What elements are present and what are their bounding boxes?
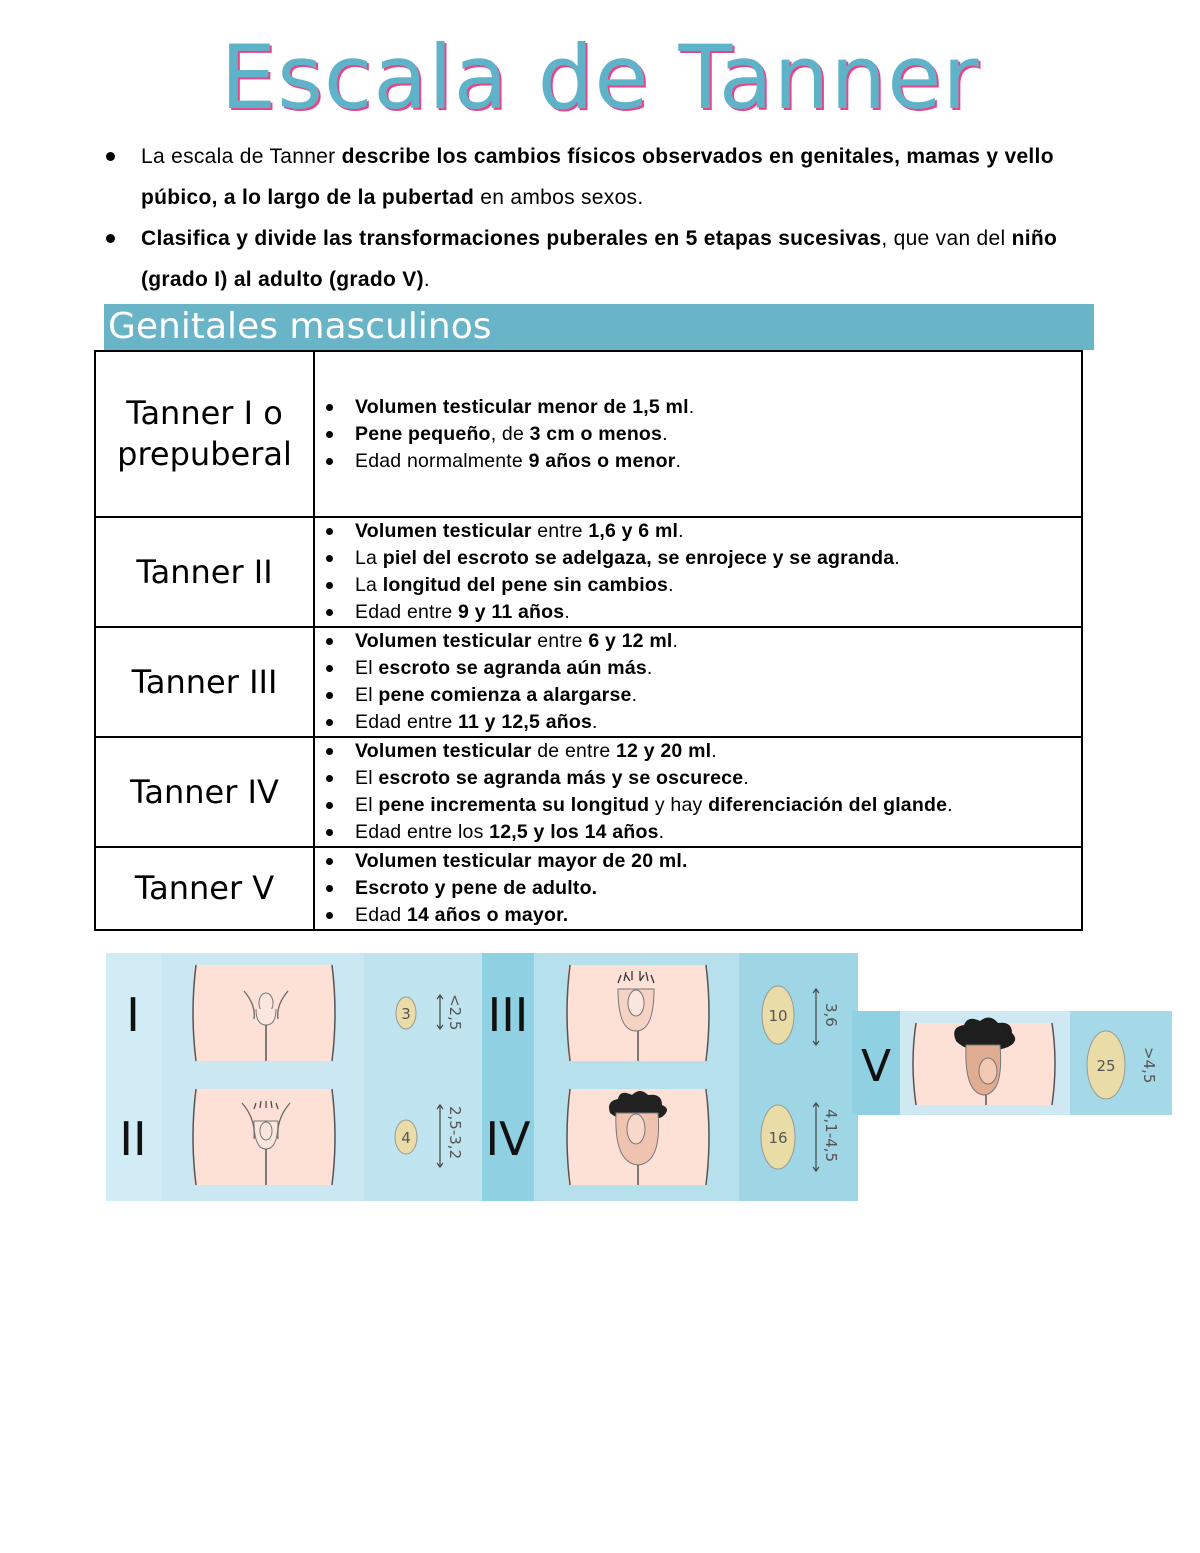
criteria-text: Edad entre: [355, 711, 459, 733]
stage-row: [95, 517, 1082, 627]
criteria-item: [355, 545, 1081, 572]
volume-label: 3: [401, 1005, 411, 1023]
criteria-text: El: [355, 794, 379, 816]
criteria-text: .: [947, 794, 953, 816]
stage-numeral: V: [860, 1041, 892, 1092]
stage-name: Tanner I o prepuberal: [95, 351, 314, 517]
criteria-text-bold: 9 y 11 años: [458, 601, 565, 623]
criteria-text-bold: Volumen testicular menor de 1,5 ml: [355, 395, 689, 418]
stage-row: [95, 737, 1082, 847]
length-label: 2,5-3,2: [446, 1106, 464, 1160]
stage-description: [314, 627, 1082, 737]
criteria-text-bold: longitud del pene sin cambios: [382, 574, 669, 596]
criteria-text: entre: [531, 630, 589, 652]
criteria-text-bold: piel del escroto se adelgaza, se enrojece y se agranda: [382, 547, 895, 569]
criteria-text-bold: 11 y 12,5 años: [458, 711, 593, 733]
length-label: >4,5: [1140, 1047, 1158, 1084]
criteria-item: [355, 682, 1081, 709]
stage-5-figure: [913, 1017, 1055, 1105]
criteria-text: .: [646, 657, 653, 679]
tanner-illustration-stage-5: [852, 1011, 1172, 1115]
stage-name: Tanner V: [95, 847, 314, 930]
stage-name: Tanner III: [95, 627, 314, 737]
intro-text-bold: Clasifica y divide las transformaciones puberales en 5 etapas sucesivas: [141, 227, 882, 250]
criteria-text: .: [564, 601, 570, 623]
criteria-item: [355, 448, 1081, 475]
criteria-text: .: [672, 630, 679, 652]
stage-2-figure: [193, 1089, 335, 1185]
length-label: <2,5: [446, 994, 464, 1031]
criteria-item: [355, 655, 1081, 682]
stage-description: [314, 517, 1082, 627]
stage-name: Tanner II: [95, 517, 314, 627]
intro-text: La escala de Tanner: [141, 145, 342, 168]
stage-numeral: III: [487, 988, 529, 1042]
criteria-text-bold: Escroto y pene de adulto.: [355, 877, 598, 899]
criteria-text-bold: pene incrementa su longitud: [378, 794, 650, 816]
criteria-text: entre: [531, 520, 589, 542]
criteria-text: Edad: [355, 904, 407, 926]
stage-1-figure: [193, 965, 335, 1061]
criteria-text-bold: 6 y 12 ml: [588, 630, 673, 652]
stage-numeral: IV: [485, 1112, 531, 1166]
criteria-text: .: [711, 740, 717, 762]
criteria-item: [355, 875, 1081, 902]
criteria-text: El: [355, 684, 379, 706]
criteria-text-bold: pene comienza a alargarse: [378, 684, 632, 706]
intro-item: [100, 136, 1095, 218]
criteria-text: El: [355, 767, 379, 789]
criteria-item: [355, 738, 1081, 765]
panel-bg: [739, 953, 858, 1201]
page-title: Escala de Tanner: [220, 26, 980, 129]
stage-numeral: II: [119, 1112, 147, 1166]
stage-criteria-list: [315, 848, 1081, 929]
criteria-text-bold: escroto se agranda más y se oscurece: [378, 767, 744, 789]
volume-label: 16: [768, 1129, 788, 1147]
criteria-text: La: [355, 547, 383, 569]
criteria-text-bold: Volumen testicular mayor de 20 ml.: [355, 850, 688, 872]
intro-item: [100, 218, 1095, 300]
criteria-text: Edad entre los: [355, 821, 490, 843]
tanner-illustration: [106, 953, 858, 1201]
criteria-text-bold: Volumen testicular: [355, 740, 532, 762]
criteria-text-bold: 14 años o mayor.: [406, 904, 569, 926]
criteria-text-bold: 9 años o menor: [528, 449, 676, 472]
stage-description: [314, 351, 1082, 517]
stage-description: [314, 737, 1082, 847]
length-label: 3,6: [822, 1003, 840, 1027]
criteria-text-bold: 12 y 20 ml: [616, 740, 712, 762]
criteria-text: , de: [490, 422, 530, 445]
criteria-text: .: [658, 821, 665, 843]
length-label: 4,1-4,5: [822, 1109, 840, 1163]
stage-criteria-list: [315, 738, 1081, 846]
stage-criteria-list: [315, 628, 1081, 736]
stage-criteria-list: [315, 394, 1081, 475]
tanner-table: [94, 350, 1083, 931]
criteria-item: [355, 792, 1081, 819]
criteria-item: [355, 421, 1081, 448]
criteria-text-bold: Pene pequeño: [355, 422, 491, 445]
criteria-text-bold: Volumen testicular: [355, 630, 532, 652]
criteria-item: [355, 572, 1081, 599]
volume-label: 10: [768, 1007, 788, 1025]
volume-label: 4: [401, 1129, 411, 1147]
criteria-item: [355, 599, 1081, 626]
criteria-item: [355, 709, 1081, 736]
intro-text: , que van del: [881, 227, 1012, 250]
stage-name: Tanner IV: [95, 737, 314, 847]
criteria-text: .: [743, 767, 749, 789]
intro-text: .: [423, 268, 430, 291]
criteria-text: de entre: [531, 740, 617, 762]
criteria-text: .: [675, 449, 682, 472]
criteria-text-bold: 1,6 y 6 ml: [588, 520, 679, 542]
criteria-text-bold: Volumen testicular: [355, 520, 532, 542]
section-header: Genitales masculinos: [104, 304, 1094, 350]
stage-numeral: I: [126, 988, 140, 1042]
stage-criteria-list: [315, 518, 1081, 626]
criteria-text-bold: 3 cm o menos: [529, 422, 663, 445]
criteria-text: .: [894, 547, 900, 569]
criteria-text-bold: 12,5 y los 14 años: [489, 821, 659, 843]
criteria-text: .: [678, 520, 684, 542]
panel-bg: [364, 953, 482, 1201]
intro-text-bold: niño (grado I) al adulto (grado V): [141, 227, 1058, 291]
criteria-item: [355, 394, 1081, 421]
intro-text-bold: describe los cambios físicos observados en genitales, mamas y vello púbico, a lo largo de la pubertad: [141, 145, 1054, 209]
stage-row: [95, 847, 1082, 930]
criteria-item: [355, 819, 1081, 846]
criteria-text: .: [662, 422, 668, 445]
stage-3-figure: [567, 965, 709, 1061]
criteria-text: .: [668, 574, 674, 596]
criteria-text: Edad normalmente: [355, 449, 529, 472]
intro-text: en ambos sexos.: [474, 186, 644, 209]
criteria-text-bold: escroto se agranda aún más: [378, 657, 647, 679]
criteria-text: .: [631, 684, 638, 706]
criteria-text-bold: diferenciación del glande: [708, 794, 948, 816]
stage-row: [95, 351, 1082, 517]
criteria-item: [355, 518, 1081, 545]
intro-list: [100, 136, 1095, 300]
criteria-text: y hay: [649, 794, 709, 816]
criteria-text: .: [688, 395, 695, 418]
stage-4-figure: [567, 1089, 709, 1185]
criteria-item: [355, 628, 1081, 655]
criteria-item: [355, 902, 1081, 929]
stage-description: [314, 847, 1082, 930]
criteria-text: .: [592, 711, 598, 733]
criteria-text: La: [355, 574, 383, 596]
criteria-item: [355, 765, 1081, 792]
volume-label: 25: [1096, 1057, 1116, 1075]
criteria-item: [355, 848, 1081, 875]
criteria-text: El: [355, 657, 379, 679]
criteria-text: Edad entre: [355, 601, 459, 623]
stage-row: [95, 627, 1082, 737]
